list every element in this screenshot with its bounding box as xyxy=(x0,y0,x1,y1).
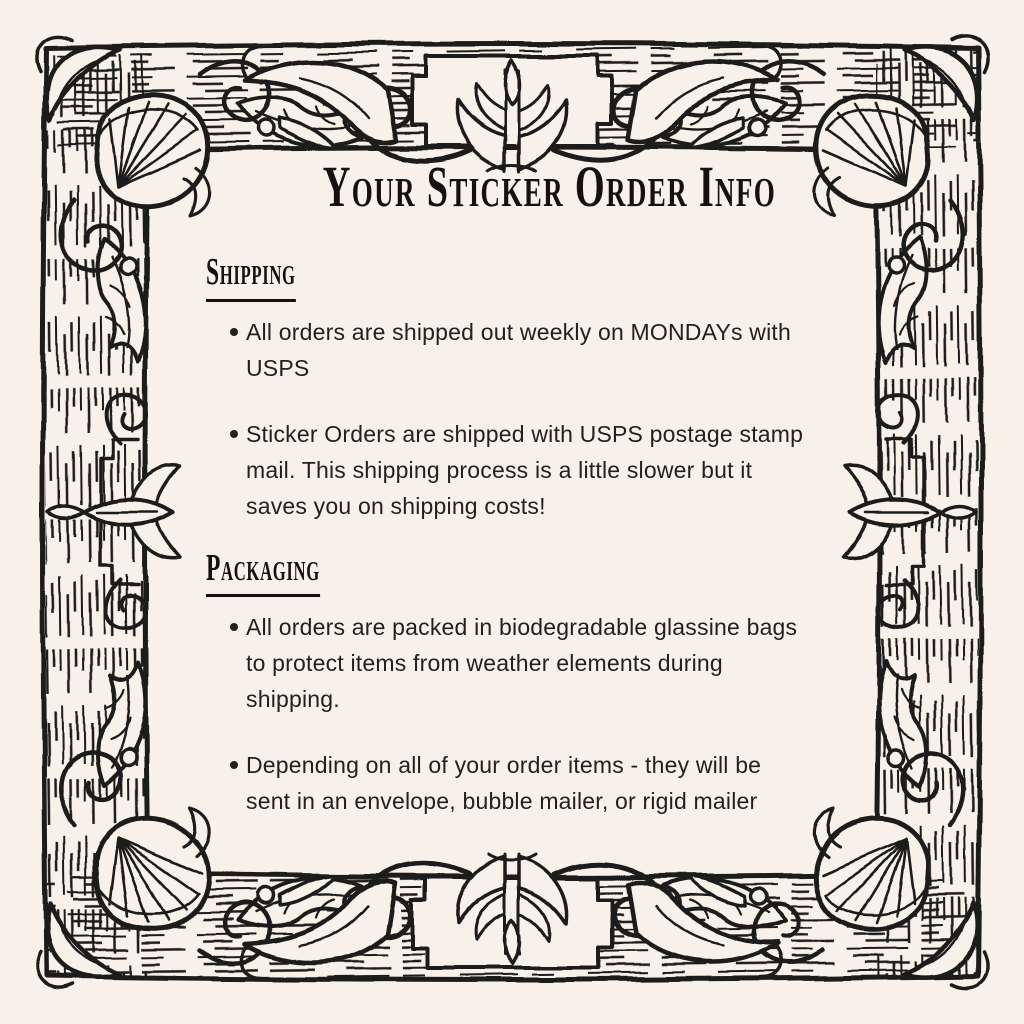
bullet-icon xyxy=(230,623,238,631)
packaging-heading xyxy=(206,546,806,598)
section-packaging xyxy=(206,546,806,820)
list-item-text: All orders are packed in biodegradable glassine bags to protect items from weather elements during shipping. xyxy=(246,614,798,713)
list-item-text: All orders are shipped out weekly on MONDAYs with USPS xyxy=(246,318,791,381)
list-item xyxy=(206,416,806,524)
list-item-text: Sticker Orders are shipped with USPS postage stamp mail. This shipping process is a little slower but it saves you on shipping costs! xyxy=(246,420,804,519)
shipping-bullet-list xyxy=(206,314,806,524)
list-item-text: Depending on all of your order items - they will be sent in an envelope, bubble mailer, or rigid mailer xyxy=(246,752,762,815)
bullet-icon xyxy=(230,328,238,336)
section-shipping xyxy=(206,250,806,524)
list-item xyxy=(206,609,806,717)
list-item xyxy=(206,747,806,819)
page-title xyxy=(206,154,806,219)
page-title-text: Your Sticker Order Info xyxy=(322,154,777,219)
order-info-content xyxy=(206,154,806,819)
packaging-bullet-list xyxy=(206,609,806,819)
shipping-heading-text: Shipping xyxy=(206,250,296,302)
bullet-icon xyxy=(230,761,238,769)
list-item xyxy=(206,314,806,386)
shipping-heading xyxy=(206,250,806,302)
packaging-heading-text: Packaging xyxy=(206,546,320,598)
bullet-icon xyxy=(230,430,238,438)
